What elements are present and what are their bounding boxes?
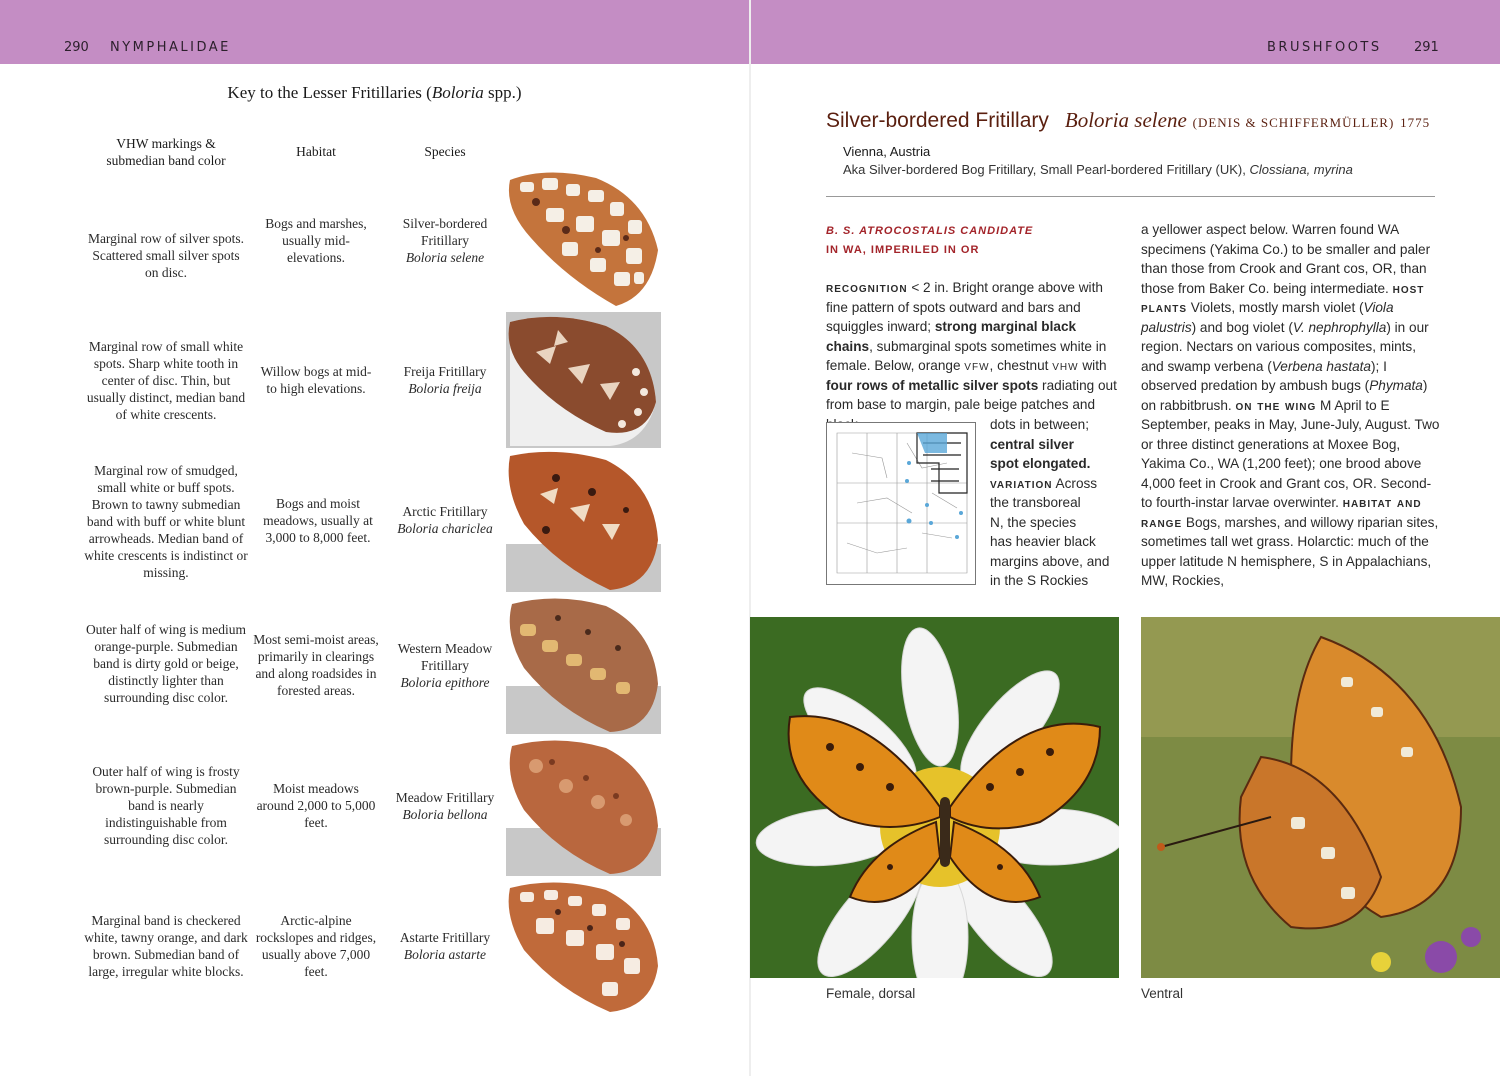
- column-header-markings-line2: submedian band color: [106, 153, 226, 168]
- wing-image-epithore: [506, 594, 661, 734]
- key-title-suffix: spp.): [483, 83, 522, 102]
- key-row-markings: Marginal row of silver spots. Scattered small silver spots on disc.: [87, 230, 245, 280]
- host-plants-label: host plants: [1141, 280, 1425, 315]
- key-row-common-name: Freija Fritillary: [403, 364, 487, 379]
- key-row-species: [385, 778, 505, 834]
- key-row-markings: Marginal row of small white spots. Sharp white tooth in center of disc. Thin, but usually distinct, median band of white crescents.: [86, 338, 246, 422]
- conservation-status: [826, 222, 1033, 260]
- variation-line: in the S Rockies: [990, 573, 1089, 588]
- photo-female-dorsal: [750, 617, 1119, 978]
- host-italic-4: Phymata: [1369, 378, 1423, 393]
- wing-image-selene: [506, 168, 661, 308]
- key-row-common-name: Meadow Fritillary: [395, 790, 495, 805]
- wing-image-bellona: [506, 736, 661, 876]
- right-page-number: 291: [1414, 40, 1439, 55]
- species-year: 1775: [1400, 115, 1431, 130]
- recognition-bold-chains: strong marginal black chains: [826, 319, 1077, 354]
- variation-line: Across: [1055, 475, 1098, 491]
- host-text-2: ) and bog violet (: [1191, 319, 1293, 335]
- species-title: [826, 108, 1430, 133]
- left-running-head: NYMPHALIDAE: [110, 40, 231, 55]
- key-row-scientific-name: Boloria bellona: [402, 807, 488, 822]
- recognition-bold-silver: four rows of metallic silver spots: [826, 377, 1039, 393]
- variation-line: margins above, and: [990, 553, 1110, 569]
- vfw-abbrev: vfw: [964, 358, 990, 373]
- key-row-species: [385, 918, 505, 974]
- wing-image-freija: [506, 312, 661, 448]
- status-line-2: IN WA, IMPERILED IN OR: [826, 244, 980, 256]
- key-title-prefix: Key to the Lesser Fritillaries (: [227, 83, 432, 102]
- recognition-wrap: [990, 415, 1130, 591]
- habitat-range-label: habitat and range: [1141, 495, 1422, 530]
- key-row-markings: Outer half of wing is medium orange-purple. Submedian band is dirty gold or beige, distinctly lighter than surrounding disc color.: [85, 621, 247, 705]
- key-row-common-name: Arctic Fritillary: [402, 504, 488, 519]
- key-row-species: [385, 340, 505, 420]
- on-the-wing-text: M April to E September, peaks in May, June-July, August. Two or three distinct generations at Moxee Bog, Yakima Co., WA (1,200 feet); one brood above 4,000 feet in Crook and Grant cos, OR. Second- to fourth-instar larvae overwinter.: [1141, 397, 1440, 510]
- column-two-paragraph: [1141, 220, 1441, 591]
- right-page-header: [751, 0, 1500, 64]
- host-text-4: ); I observed predation by ambush bugs (: [1141, 358, 1387, 393]
- column-header-species: Species: [424, 144, 466, 159]
- left-page-header: [0, 0, 749, 64]
- column-header-habitat: Habitat: [296, 144, 336, 159]
- species-scientific-name: Boloria selene: [1064, 108, 1187, 132]
- host-text: Violets, mostly marsh violet (: [1187, 300, 1364, 315]
- key-row-scientific-name: Boloria freija: [408, 381, 482, 396]
- aka-italic: Clossiana, myrina: [1249, 162, 1353, 177]
- key-row-species: [385, 630, 505, 700]
- aka-names: [843, 162, 1353, 177]
- host-italic-1: Viola palustris: [1141, 300, 1394, 335]
- recognition-text-5: radiating out from base to margin, pale beige patches and: [826, 377, 1117, 412]
- key-row-scientific-name: Boloria astarte: [403, 947, 487, 962]
- caption-female-dorsal: Female, dorsal: [826, 986, 916, 1001]
- species-authority: (DENIS & SCHIFFERMÜLLER): [1192, 115, 1395, 130]
- key-row-common-name: Western Meadow Fritillary: [397, 640, 493, 673]
- column-header-markings: [86, 135, 246, 169]
- on-the-wing-label: on the wing: [1235, 397, 1317, 413]
- vhw-abbrev: vhw: [1052, 358, 1079, 373]
- photo-ventral: [1141, 617, 1500, 978]
- key-row-habitat: Arctic-alpine rockslopes and ridges, usually above 7,000 feet.: [255, 913, 377, 979]
- key-row-habitat: Bogs and moist meadows, usually at 3,000 to 8,000 feet.: [263, 495, 373, 545]
- key-row-common-name: Silver-bordered Fritillary: [402, 215, 488, 248]
- key-row-habitat: Most semi-moist areas, primarily in clearings and along roadsides in forested areas.: [253, 632, 379, 698]
- wing-image-chariclea: [506, 448, 661, 592]
- key-row-habitat: Moist meadows around 2,000 to 5,000 feet.: [256, 780, 376, 830]
- key-row-common-name: Astarte Fritillary: [399, 930, 491, 945]
- col2-intro: a yellower aspect below. Warren found WA specimens (Yakima Co.) to be smaller and paler than those from Crook and Grant cos, OR, than those from Baker Co. being intermediate.: [1141, 222, 1431, 296]
- key-row-habitat: Willow bogs at mid- to high elevations.: [260, 364, 372, 396]
- aka-prefix: Aka Silver-bordered Bog Fritillary, Small Pearl-bordered Fritillary (UK),: [843, 162, 1250, 177]
- key-title: [0, 83, 749, 103]
- key-row-markings: Marginal band is checkered white, tawny orange, and dark brown. Submedian band of large, irregular white blocks.: [84, 913, 248, 979]
- status-line-1: B. S. ATROCOSTALIS CANDIDATE: [826, 225, 1034, 237]
- range-map: [826, 422, 976, 585]
- key-row-scientific-name: Boloria epithore: [400, 674, 490, 690]
- right-running-head: BRUSHFOOTS: [1267, 40, 1382, 55]
- variation-line: N, the species: [990, 514, 1077, 530]
- species-common-name: Silver-bordered Fritillary: [826, 109, 1049, 132]
- type-locality: Vienna, Austria: [843, 144, 931, 159]
- recognition-text-2: , submarginal spots sometimes white in female. Below, orange: [826, 338, 1107, 373]
- recognition-text: < 2 in. Bright orange above with fine pattern of spots outward and bars and squiggles inward;: [826, 280, 1103, 334]
- recognition-paragraph: [826, 278, 1122, 434]
- key-row-scientific-name: Boloria chariclea: [397, 521, 493, 536]
- recognition-text-4: with: [1078, 358, 1107, 373]
- wing-image-astarte: [506, 878, 661, 1014]
- habitat-range-text: Bogs, marshes, and willowy riparian sites, sometimes tall wet grass. Holarctic: much of the upper latitude N hemisphere, S in Appalachians, MW, Rockies,: [1141, 514, 1439, 588]
- host-text-3: ) in our region. Nectars on various composites, mints, and swamp verbena (: [1141, 319, 1429, 374]
- variation-line: the transboreal: [990, 495, 1081, 510]
- caption-ventral: Ventral: [1141, 986, 1184, 1001]
- wrap-line: central silver: [990, 436, 1074, 452]
- variation-label: variation: [990, 475, 1053, 491]
- key-row-markings: Outer half of wing is frosty brown-purple. Submedian band is nearly indistinguishable from surrounding disc color.: [92, 763, 240, 847]
- left-page-number: 290: [64, 40, 89, 55]
- recognition-text-3: , chestnut: [989, 358, 1053, 373]
- key-row-species: [385, 200, 505, 280]
- key-row-markings: Marginal row of smudged, small white or buff spots. Brown to tawny submedian band with buff or white blunt arrowheads. Median band of white crescents is indistinct or missing.: [84, 462, 248, 580]
- key-title-genus: Boloria: [431, 83, 484, 102]
- key-row-scientific-name: Boloria selene: [405, 249, 485, 265]
- key-row-habitat: Bogs and marshes, usually mid-elevations.: [265, 215, 367, 265]
- wrap-line: dots in between;: [990, 417, 1089, 432]
- title-divider: [826, 196, 1435, 197]
- host-italic-2: V. nephrophylla: [1292, 319, 1387, 335]
- key-row-species: [385, 480, 505, 560]
- column-header-markings-line1: VHW markings &: [116, 136, 216, 151]
- host-text-5: ) on rabbitbrush.: [1141, 378, 1428, 413]
- host-italic-3: Verbena hastata: [1271, 358, 1371, 374]
- variation-line: has heavier black: [990, 534, 1096, 549]
- wrap-line: spot elongated.: [990, 456, 1091, 471]
- recognition-label: recognition: [826, 280, 908, 295]
